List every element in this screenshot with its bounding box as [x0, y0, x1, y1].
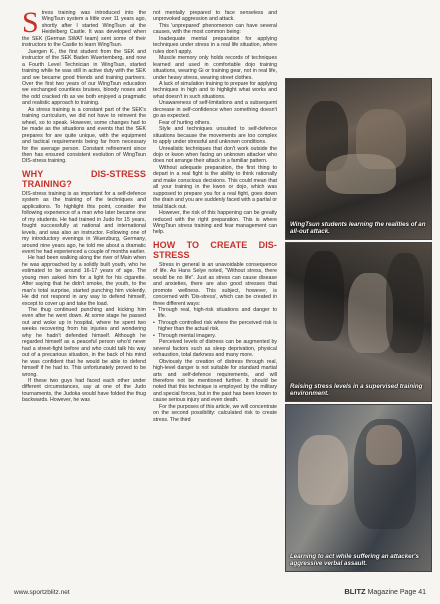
- paragraph: Stress in general is an unavoidable consequence of life. As Hans Selye noted, "Without stress, there would be no life". Just as stress can cause disease and anxieties, there are also good stresses that promote wellness. This subject, however, is concerned with 'Dis-stress', which can be created in three different ways:: [153, 261, 277, 307]
- page-footer: [344, 587, 426, 596]
- paragraph: He had been walking along the river of Main when he was approached by a solidly built youth, who he estimated to be around 16-17 years of age. The young men asked him for a light for his cigarette. After saying that he didn't smoke, the youth, to the man's total surprise, started punching him violently. He did not respond in any way to defend himself, except to cover up and take the load.: [22, 255, 146, 307]
- paragraph: This 'unprepared' phenomenon can have several causes, with the most common being:: [153, 22, 277, 36]
- photo-caption: Raising stress levels in a supervised training environment.: [290, 382, 423, 397]
- article-column-2: [153, 10, 277, 423]
- intro-text: tress training was introduced into the WingTsun system a little over 11 years ago, shortly after I started WingTsun at the Heidelberg Castle. It was developed when the SEK (German SWAT team) sent some of their instructors to the Castle to learn WingTsun.: [22, 10, 146, 49]
- page-label: Page: [399, 589, 417, 596]
- magazine-label: Magazine: [367, 589, 398, 596]
- drop-cap: S: [22, 6, 39, 39]
- paragraph: Inadequate mental preparation for applying techniques under stress in a real life situation, where rules don't apply.: [153, 35, 277, 55]
- article-column-1: [22, 6, 146, 404]
- photo-caption: Learning to act while suffering an attacker's aggressive verbal assault.: [290, 552, 419, 567]
- paragraph: Fear of hurting others.: [159, 119, 211, 126]
- page-number: 41: [418, 589, 426, 596]
- paragraph: DIS-stress training is as important for a self-defence system as the training of the techniques and applications. To highlight this point, consider the following experience of a man who later became one of my students. He had trained in Judo for 15 years, fought successfully at national and international levels, and was also an instructor. Following one of my introductory evenings in Wuerzburg, Germany, around nine years ago, he told me about a dramatic event he had experienced a couple of months earlier.: [22, 190, 146, 255]
- paragraph: If these two guys had faced each other under different circumstances, say at one of the Judo tournaments, the Judoka would have folded the thug backwards. However, he was: [22, 378, 146, 404]
- paragraph: not mentally prepared to face senseless and unprovoked aggression and attack.: [153, 10, 277, 23]
- bullet-item: • Through mental imagery.: [158, 333, 277, 339]
- photo-verbal-assault: [285, 404, 432, 572]
- website-url: www.sportzblitz.net: [14, 589, 70, 596]
- photo-caption: WingTsun students learning the realities of an all-out attack.: [290, 220, 426, 235]
- photo-training-attack: [285, 78, 432, 240]
- paragraph: Unrealistic techniques that don't work outside the dojo or kwon when facing an unknown attacker who does not arrange their attack in a familiar pattern.: [153, 145, 277, 165]
- photo-supervised-training: [285, 242, 432, 402]
- paragraph: However, the risk of this happening can be greatly reduced with the right preparation. This is where WingTsun stress training and fear management can help.: [153, 210, 277, 236]
- paragraph: The thug continued punching and kicking him even after he went down. At some stage he passed out and woke up in hospital, where he spent two weeks recovering from his injuries and wondering why he hadn't defended himself. Although he regarded himself as a peaceful person who'd never had a street-fight before and who could talk his way out of a precarious situation, in the back of his mind he was confident that he would be able to defend himself if he had to. This unfortunately proved to be wrong.: [22, 307, 146, 378]
- paragraph: Juergen K., the first student from the SEK and instructor of the SEK Baden Wuertemberg, and now a Fourth Level Technician in WingTsun, started training while he was still in active duty with the SEK and we became good friends and training partners. Over the first two years of our WingTsun education we exchanged countless bruises, bloody noses and the odd cracked rib as we both enjoyed a pragmatic and realistic approach to training.: [22, 48, 146, 107]
- section-heading-why: WHY DIS-STRESS TRAINING?: [22, 168, 146, 189]
- paragraph: A lack of simulation training to prepare for applying techniques in high and to highlight what works and what doesn't in such situations.: [153, 80, 277, 100]
- paragraph: Without adequate preparation, the first thing to depart in a real fight is the ability to think rationally and make conscious decisions. This could mean that all your training in the kwon or dojo, which was supposed to prepare you for a real fight, goes down the drain and you are suddenly faced with a partial or total black out.: [153, 164, 277, 210]
- bullet-item: • Through real, high-risk situations and danger to life.: [158, 307, 277, 320]
- paragraph: As stress training is a constant part of the SEK's training curriculum, we did not have to reinvent the wheel, so to speak. However, some changes had to be made as the situations and events that the SEK prepares for are quite unique, with the equipment and tactical requirements being far from necessary for the average person. Constant refinement since then has ensured consistent evolution of WingTsun DIS-stress training.: [22, 106, 146, 165]
- paragraph: Perceived levels of distress can be augmented by several factors such as sleep deprivation, physical exhaustion, total darkness and many more.: [153, 339, 277, 359]
- intro-paragraph: [22, 6, 146, 49]
- paragraph: Obviously the creation of distress through real, high-level danger is not suitable for standard martial arts and self-defence requirements, and will therefore not be mentioned further. It should be noted that this technique is employed by the military and special forces, but in the past has been known to cause serious injury and even death.: [153, 358, 277, 404]
- magazine-brand: BLITZ: [344, 587, 366, 596]
- section-heading-how: HOW TO CREATE DIS-STRESS: [153, 239, 277, 260]
- bullet-list: [153, 307, 277, 339]
- paragraph: Muscle memory only holds records of techniques learned and used in comfortable dojo training situations, wearing Gi or training gear, not in real life, under heavy stress, wearing street clothes.: [153, 55, 277, 81]
- bullet-item: • Through controlled risk where the perceived risk is higher than the actual risk.: [158, 320, 277, 333]
- paragraph: For the purposes of this article, we will concentrate on the second possibility: calculated risk to create stress. The third: [153, 403, 277, 423]
- paragraph: Unawareness of self-limitations and a subsequent decrease in self-confidence when something doesn't go as expected.: [153, 100, 277, 120]
- paragraph: Style and techniques unsuited to self-defence situations because the movements are too complex to apply under stressful and unknown conditions.: [153, 126, 277, 146]
